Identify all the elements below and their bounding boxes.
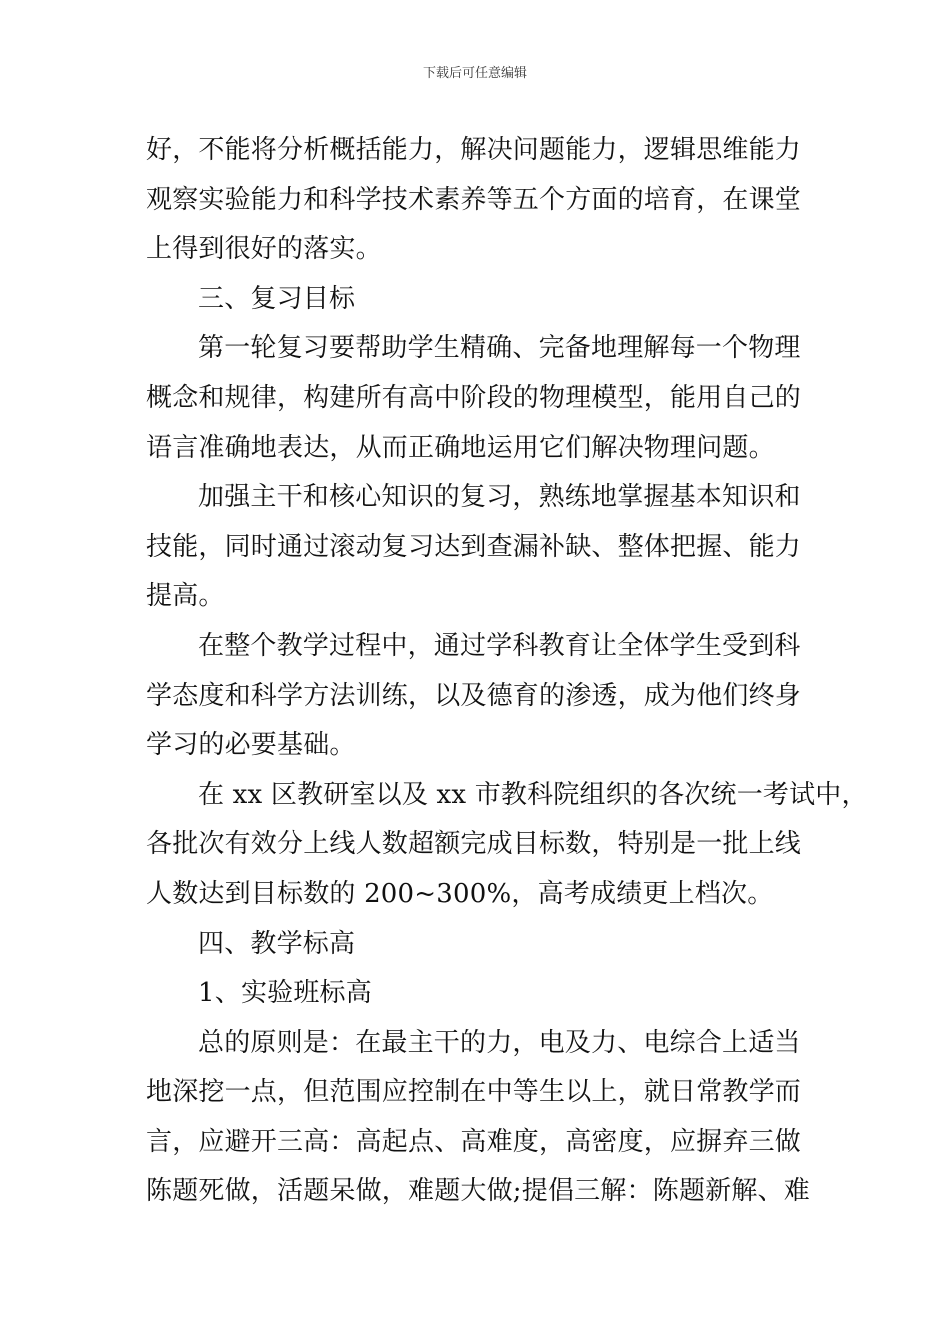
text-line: 语言准确地表达，从而正确地运用它们解决物理问题。 xyxy=(146,432,775,463)
text-line: 观察实验能力和科学技术素养等五个方面的培育，在课堂 xyxy=(146,184,802,215)
page-header: 下载后可任意编辑 xyxy=(422,66,527,81)
text-line: 学习的必要基础。 xyxy=(146,730,356,761)
text-line: 在 xx 区教研室以及 xx 市教科院组织的各次统一考试中， xyxy=(198,779,868,810)
text-line: 在整个教学过程中，通过学科教育让全体学生受到科 xyxy=(198,630,801,661)
text-line: 加强主干和核心知识的复习，熟练地掌握基本知识和 xyxy=(198,482,801,513)
text-line: 地深挖一点，但范围应控制在中等生以上，就日常教学而 xyxy=(146,1077,802,1108)
subsection-heading: 1、实验班标高 xyxy=(198,978,372,1009)
text-line: 言，应避开三高：高起点、高难度，高密度，应摒弃三做 xyxy=(146,1126,802,1157)
text-line: 学态度和科学方法训练，以及德育的渗透，成为他们终身 xyxy=(146,680,802,711)
text-line: 上得到很好的落实。 xyxy=(146,234,382,265)
section-heading: 三、复习目标 xyxy=(198,283,356,314)
text-line: 第一轮复习要帮助学生精确、完备地理解每一个物理 xyxy=(198,333,801,364)
text-line: 总的原则是：在最主干的力，电及力、电综合上适当 xyxy=(198,1027,801,1058)
text-line: 陈题死做，活题呆做，难题大做;提倡三解：陈题新解、难 xyxy=(146,1176,810,1207)
text-line: 概念和规律，构建所有高中阶段的物理模型，能用自己的 xyxy=(146,382,802,413)
section-heading: 四、教学标高 xyxy=(198,928,356,959)
text-line: 提高。 xyxy=(146,581,225,612)
document-body xyxy=(146,126,868,1217)
text-line: 技能，同时通过滚动复习达到查漏补缺、整体把握、能力 xyxy=(146,531,802,562)
text-line: 各批次有效分上线人数超额完成目标数，特别是一批上线 xyxy=(146,829,802,860)
text-line: 好，不能将分析概括能力，解决问题能力，逻辑思维能力 xyxy=(146,135,802,165)
text-line: 人数达到目标数的 200~300%，高考成绩更上档次。 xyxy=(146,878,774,909)
